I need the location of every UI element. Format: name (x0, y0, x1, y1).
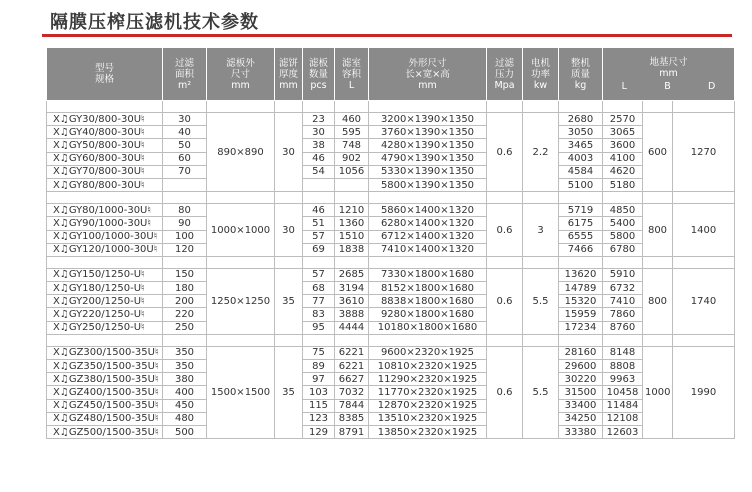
cell-area: 480 (163, 412, 207, 425)
cell-model: X♫GZ350/1500-35U♮ (47, 360, 163, 373)
separator-cell (335, 192, 369, 204)
table-row (47, 126, 735, 139)
table-row (47, 386, 735, 399)
separator-cell (369, 101, 487, 113)
separator-cell (275, 192, 303, 204)
table-row (47, 373, 735, 386)
cell-ground-l: 12108 (603, 412, 643, 425)
cell-volume: 595 (335, 126, 369, 139)
header-cake: 滤饼 厚度 mm (275, 48, 303, 101)
cell-ground-l: 8760 (603, 321, 643, 334)
separator-cell (335, 334, 369, 346)
separator-cell (207, 101, 275, 113)
cell-plate-size: 1250×1250 (207, 268, 275, 334)
cell-ground-b: 600 (643, 113, 673, 192)
separator-cell (369, 256, 487, 268)
cell-weight: 34250 (559, 412, 603, 425)
cell-weight: 13620 (559, 268, 603, 281)
cell-ground-l: 3065 (603, 126, 643, 139)
cell-area: 200 (163, 295, 207, 308)
cell-weight: 15320 (559, 295, 603, 308)
cell-volume: 1056 (335, 165, 369, 178)
table-row (47, 282, 735, 295)
cell-model: X♫GZ480/1500-35U♮ (47, 412, 163, 425)
cell-pressure: 0.6 (487, 113, 523, 192)
cell-plates: 54 (303, 165, 335, 178)
cell-area (163, 178, 207, 191)
cell-volume: 6627 (335, 373, 369, 386)
cell-volume: 6221 (335, 346, 369, 359)
separator-cell (673, 256, 735, 268)
cell-volume: 6221 (335, 360, 369, 373)
cell-volume: 902 (335, 152, 369, 165)
cell-dimension: 8838×1800×1680 (369, 295, 487, 308)
cell-plates: 69 (303, 243, 335, 256)
cell-plates: 38 (303, 139, 335, 152)
page-title: 隔膜压榨压滤机技术参数 (50, 12, 259, 33)
cell-model: X♫GY50/800-30U♮ (47, 139, 163, 152)
cell-ground-l: 5180 (603, 178, 643, 191)
header-ground-d: D (708, 80, 716, 92)
separator-cell (523, 334, 559, 346)
cell-ground-b: 800 (643, 204, 673, 257)
cell-plates: 30 (303, 126, 335, 139)
separator-cell (603, 101, 643, 113)
cell-area: 40 (163, 126, 207, 139)
cell-area: 220 (163, 308, 207, 321)
separator-cell (523, 101, 559, 113)
table-row (47, 230, 735, 243)
cell-volume: 7032 (335, 386, 369, 399)
separator-cell (559, 256, 603, 268)
cell-plates: 129 (303, 425, 335, 438)
cell-plates: 77 (303, 295, 335, 308)
cell-power: 3 (523, 204, 559, 257)
cell-ground-l: 8148 (603, 346, 643, 359)
separator-row (47, 192, 735, 204)
cell-area: 400 (163, 386, 207, 399)
cell-ground-b: 1000 (643, 346, 673, 438)
cell-ground-l: 7410 (603, 295, 643, 308)
separator-cell (47, 101, 163, 113)
cell-ground-b: 800 (643, 268, 673, 334)
cell-ground-l: 10458 (603, 386, 643, 399)
cell-plates: 46 (303, 204, 335, 217)
cell-pressure: 0.6 (487, 204, 523, 257)
cell-weight: 6175 (559, 217, 603, 230)
table-row (47, 412, 735, 425)
header-model: 型号 规格 (47, 48, 163, 101)
cell-model: X♫GZ300/1500-35U♮ (47, 346, 163, 359)
separator-row (47, 334, 735, 346)
cell-ground-d: 1270 (673, 113, 735, 192)
cell-ground-d: 1990 (673, 346, 735, 438)
cell-model: X♫GY200/1250-U♮ (47, 295, 163, 308)
cell-ground-l: 5800 (603, 230, 643, 243)
separator-cell (163, 334, 207, 346)
cell-model: X♫GY40/800-30U♮ (47, 126, 163, 139)
separator-cell (47, 256, 163, 268)
separator-cell (643, 101, 673, 113)
cell-ground-l: 4850 (603, 204, 643, 217)
cell-dimension: 13850×2320×1925 (369, 425, 487, 438)
cell-plates: 95 (303, 321, 335, 334)
cell-model: X♫GZ500/1500-35U♮ (47, 425, 163, 438)
cell-ground-l: 8808 (603, 360, 643, 373)
cell-area: 70 (163, 165, 207, 178)
cell-dimension: 4790×1390×1350 (369, 152, 487, 165)
cell-ground-l: 5400 (603, 217, 643, 230)
header-ground: 地基尺寸 mm L B D (603, 48, 735, 101)
cell-area: 60 (163, 152, 207, 165)
cell-cake: 35 (275, 268, 303, 334)
separator-cell (643, 192, 673, 204)
separator-cell (207, 192, 275, 204)
separator-cell (303, 256, 335, 268)
separator-cell (47, 192, 163, 204)
cell-weight: 3465 (559, 139, 603, 152)
cell-ground-l: 12603 (603, 425, 643, 438)
cell-model: X♫GY90/1000-30U♮ (47, 217, 163, 230)
cell-model: X♫GY220/1250-U♮ (47, 308, 163, 321)
separator-cell (335, 101, 369, 113)
header-ground-l: L (621, 80, 627, 92)
cell-plates (303, 178, 335, 191)
title-underline (42, 34, 732, 37)
cell-ground-l: 3600 (603, 139, 643, 152)
cell-model: X♫GY80/800-30U♮ (47, 178, 163, 191)
header-volume: 滤室 容积 L (335, 48, 369, 101)
cell-ground-l: 9963 (603, 373, 643, 386)
cell-area: 50 (163, 139, 207, 152)
cell-weight: 15959 (559, 308, 603, 321)
cell-cake: 35 (275, 346, 303, 438)
header-power: 电机 功率 kw (523, 48, 559, 101)
header-pressure: 过滤 压力 Mpa (487, 48, 523, 101)
header-area: 过滤 面积 m² (163, 48, 207, 101)
cell-dimension: 5860×1400×1320 (369, 204, 487, 217)
cell-area: 350 (163, 346, 207, 359)
header-plates: 滤板 数量 pcs (303, 48, 335, 101)
cell-area: 120 (163, 243, 207, 256)
cell-plates: 57 (303, 268, 335, 281)
cell-area: 30 (163, 113, 207, 126)
cell-weight: 4003 (559, 152, 603, 165)
header-ground-b: B (664, 80, 671, 92)
separator-cell (207, 256, 275, 268)
separator-cell (559, 192, 603, 204)
separator-cell (275, 101, 303, 113)
cell-plates: 89 (303, 360, 335, 373)
cell-model: X♫GY100/1000-30U♮ (47, 230, 163, 243)
cell-dimension: 7410×1400×1320 (369, 243, 487, 256)
cell-area: 80 (163, 204, 207, 217)
separator-row (47, 101, 735, 113)
cell-area: 250 (163, 321, 207, 334)
cell-ground-l: 5910 (603, 268, 643, 281)
separator-cell (603, 192, 643, 204)
cell-plate-size: 1500×1500 (207, 346, 275, 438)
cell-plate-size: 1000×1000 (207, 204, 275, 257)
separator-cell (523, 192, 559, 204)
cell-model: X♫GY80/1000-30U♮ (47, 204, 163, 217)
cell-cake: 30 (275, 204, 303, 257)
separator-cell (673, 101, 735, 113)
cell-dimension: 9600×2320×1925 (369, 346, 487, 359)
separator-cell (673, 334, 735, 346)
separator-cell (303, 101, 335, 113)
cell-plates: 123 (303, 412, 335, 425)
separator-cell (163, 192, 207, 204)
cell-cake: 30 (275, 113, 303, 192)
cell-volume: 7844 (335, 399, 369, 412)
cell-dimension: 12870×2320×1925 (369, 399, 487, 412)
cell-plates: 115 (303, 399, 335, 412)
header-row (47, 48, 735, 101)
spec-table (46, 47, 735, 439)
cell-model: X♫GY30/800-30U♮ (47, 113, 163, 126)
separator-cell (303, 192, 335, 204)
cell-volume: 1510 (335, 230, 369, 243)
cell-weight: 5100 (559, 178, 603, 191)
cell-dimension: 5800×1390×1350 (369, 178, 487, 191)
cell-model: X♫GY60/800-30U♮ (47, 152, 163, 165)
table-row (47, 243, 735, 256)
separator-cell (275, 256, 303, 268)
cell-area: 100 (163, 230, 207, 243)
table-row (47, 346, 735, 359)
cell-weight: 31500 (559, 386, 603, 399)
cell-volume: 1838 (335, 243, 369, 256)
cell-area: 350 (163, 360, 207, 373)
cell-volume: 460 (335, 113, 369, 126)
cell-weight: 7466 (559, 243, 603, 256)
separator-cell (303, 334, 335, 346)
cell-ground-l: 11484 (603, 399, 643, 412)
table-row (47, 152, 735, 165)
title-bar (42, 6, 732, 38)
cell-volume (335, 178, 369, 191)
table-row (47, 399, 735, 412)
cell-plates: 103 (303, 386, 335, 399)
cell-volume: 1210 (335, 204, 369, 217)
separator-cell (673, 192, 735, 204)
cell-plates: 46 (303, 152, 335, 165)
cell-dimension: 10810×2320×1925 (369, 360, 487, 373)
cell-dimension: 6712×1400×1320 (369, 230, 487, 243)
separator-cell (163, 101, 207, 113)
cell-dimension: 8152×1800×1680 (369, 282, 487, 295)
cell-model: X♫GY70/800-30U♮ (47, 165, 163, 178)
cell-weight: 33400 (559, 399, 603, 412)
separator-cell (559, 101, 603, 113)
cell-ground-l: 6780 (603, 243, 643, 256)
table-row (47, 268, 735, 281)
table-row (47, 139, 735, 152)
cell-weight: 4584 (559, 165, 603, 178)
cell-power: 2.2 (523, 113, 559, 192)
separator-cell (335, 256, 369, 268)
separator-row (47, 256, 735, 268)
cell-weight: 5719 (559, 204, 603, 217)
cell-model: X♫GY150/1250-U♮ (47, 268, 163, 281)
separator-cell (207, 334, 275, 346)
separator-cell (163, 256, 207, 268)
separator-cell (487, 334, 523, 346)
cell-area: 150 (163, 268, 207, 281)
cell-model: X♫GZ450/1500-35U♮ (47, 399, 163, 412)
table-row (47, 204, 735, 217)
cell-ground-l: 7860 (603, 308, 643, 321)
cell-weight: 33380 (559, 425, 603, 438)
table-row (47, 308, 735, 321)
table-row (47, 425, 735, 438)
cell-dimension: 11770×2320×1925 (369, 386, 487, 399)
cell-dimension: 13510×2320×1925 (369, 412, 487, 425)
cell-plates: 57 (303, 230, 335, 243)
cell-weight: 28160 (559, 346, 603, 359)
cell-ground-l: 4100 (603, 152, 643, 165)
cell-weight: 3050 (559, 126, 603, 139)
cell-dimension: 4280×1390×1350 (369, 139, 487, 152)
cell-weight: 29600 (559, 360, 603, 373)
cell-model: X♫GY120/1000-30U♮ (47, 243, 163, 256)
cell-plates: 23 (303, 113, 335, 126)
cell-plate-size: 890×890 (207, 113, 275, 192)
cell-area: 380 (163, 373, 207, 386)
separator-cell (47, 334, 163, 346)
cell-model: X♫GZ400/1500-35U♮ (47, 386, 163, 399)
header-plate-size: 滤板外 尺寸 mm (207, 48, 275, 101)
cell-dimension: 10180×1800×1680 (369, 321, 487, 334)
separator-cell (369, 192, 487, 204)
table-row (47, 321, 735, 334)
cell-ground-d: 1740 (673, 268, 735, 334)
separator-cell (643, 334, 673, 346)
cell-volume: 3888 (335, 308, 369, 321)
cell-volume: 3194 (335, 282, 369, 295)
separator-cell (603, 334, 643, 346)
separator-cell (487, 192, 523, 204)
separator-cell (487, 256, 523, 268)
cell-ground-l: 6732 (603, 282, 643, 295)
cell-model: X♫GY250/1250-U♮ (47, 321, 163, 334)
separator-cell (559, 334, 603, 346)
cell-weight: 6555 (559, 230, 603, 243)
cell-model: X♫GZ380/1500-35U♮ (47, 373, 163, 386)
cell-ground-d: 1400 (673, 204, 735, 257)
separator-cell (487, 101, 523, 113)
cell-power: 5.5 (523, 346, 559, 438)
cell-dimension: 3200×1390×1350 (369, 113, 487, 126)
cell-dimension: 11290×2320×1925 (369, 373, 487, 386)
cell-volume: 4444 (335, 321, 369, 334)
cell-volume: 8791 (335, 425, 369, 438)
separator-cell (369, 334, 487, 346)
separator-cell (643, 256, 673, 268)
spec-table-body (47, 101, 735, 439)
cell-pressure: 0.6 (487, 268, 523, 334)
cell-plates: 83 (303, 308, 335, 321)
separator-cell (603, 256, 643, 268)
cell-dimension: 9280×1800×1680 (369, 308, 487, 321)
cell-area: 500 (163, 425, 207, 438)
cell-area: 180 (163, 282, 207, 295)
cell-volume: 3610 (335, 295, 369, 308)
separator-cell (275, 334, 303, 346)
header-weight: 整机 质量 kg (559, 48, 603, 101)
cell-model: X♫GY180/1250-U♮ (47, 282, 163, 295)
table-row (47, 217, 735, 230)
cell-volume: 2685 (335, 268, 369, 281)
cell-power: 5.5 (523, 268, 559, 334)
cell-weight: 2680 (559, 113, 603, 126)
table-row (47, 165, 735, 178)
cell-pressure: 0.6 (487, 346, 523, 438)
cell-weight: 17234 (559, 321, 603, 334)
cell-plates: 97 (303, 373, 335, 386)
cell-plates: 51 (303, 217, 335, 230)
cell-plates: 75 (303, 346, 335, 359)
table-row (47, 295, 735, 308)
cell-dimension: 7330×1800×1680 (369, 268, 487, 281)
cell-weight: 30220 (559, 373, 603, 386)
cell-ground-l: 2570 (603, 113, 643, 126)
cell-dimension: 6280×1400×1320 (369, 217, 487, 230)
cell-volume: 1360 (335, 217, 369, 230)
header-dimension: 外形尺寸 长×宽×高 mm (369, 48, 487, 101)
separator-cell (523, 256, 559, 268)
cell-volume: 748 (335, 139, 369, 152)
cell-dimension: 5330×1390×1350 (369, 165, 487, 178)
table-row (47, 360, 735, 373)
cell-volume: 8385 (335, 412, 369, 425)
cell-plates: 68 (303, 282, 335, 295)
cell-dimension: 3760×1390×1350 (369, 126, 487, 139)
cell-area: 90 (163, 217, 207, 230)
table-row (47, 113, 735, 126)
cell-ground-l: 4620 (603, 165, 643, 178)
cell-area: 450 (163, 399, 207, 412)
table-row (47, 178, 735, 191)
cell-weight: 14789 (559, 282, 603, 295)
